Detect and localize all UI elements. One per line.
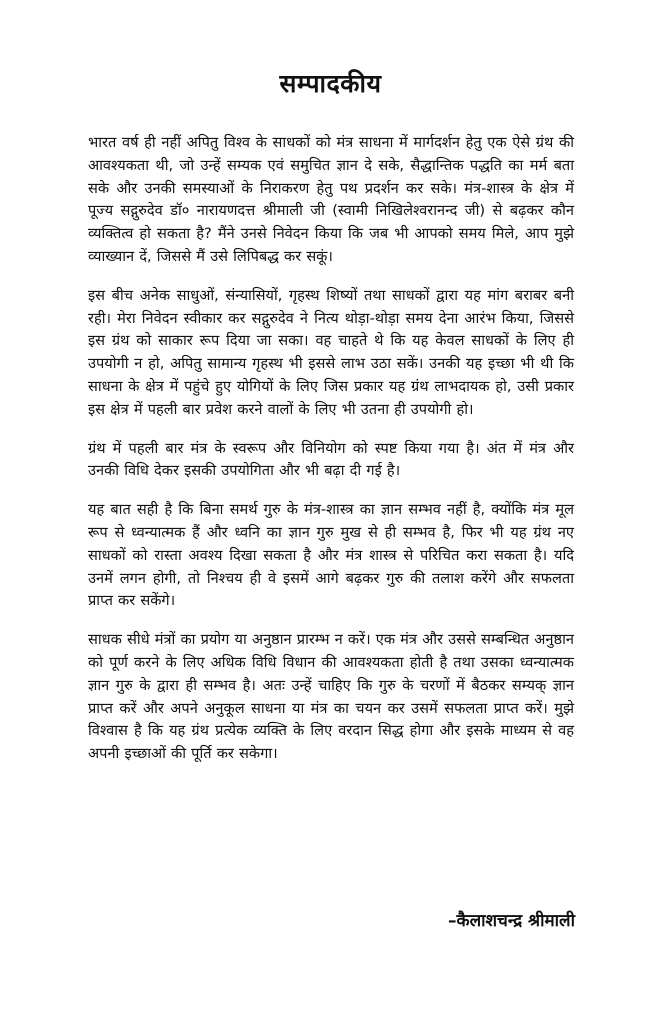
paragraph-4: यह बात सही है कि बिना समर्थ गुरु के मंत्र-शास्त्र का ज्ञान सम्भव नहीं है, क्योंकि मंत्र मूल रूप से ध्वन्यात्मक हैं और ध्वनि का ज्ञान गुरु मुख से ही सम्भव है, फिर भी यह ग्रंथ नए साधकों को रास्ता अवश्य दिखा सकता है और मंत्र शास्त्र से परिचित करा सकता है। यदि उनमें लगन होगी, तो निश्चय ही वे इसमें आगे बढ़कर गुरु की तलाश करेंगे और सफलता प्राप्त कर सकेंगे। — [88, 501, 574, 610]
paragraph-2: इस बीच अनेक साधुओं, संन्यासियों, गृहस्थ शिष्यों तथा साधकों द्वारा यह मांग बराबर बनी रही। मेरा निवेदन स्वीकार कर सद्गुरुदेव ने नित्य थोड़ा-थोड़ा समय देना आरंभ किया, जिससे इस ग्रंथ को साकार रूप दिया जा सका। वह चाहते थे कि यह केवल साधकों के लिए ही उपयोगी न हो, अपितु सामान्य गृहस्थ भी इससे लाभ उठा सकें। उनकी यह इच्छा भी थी कि साधना के क्षेत्र में पहुंचे हुए योगियों के लिए जिस प्रकार यह ग्रंथ लाभदायक हो, उसी प्रकार इस क्षेत्र में पहली बार प्रवेश करने वालों के लिए भी उतना ही उपयोगी हो। — [88, 286, 574, 418]
author-signature: –कैलाशचन्द्र श्रीमाली — [448, 911, 575, 931]
editorial-body — [88, 132, 574, 782]
paragraph-1: भारत वर्ष ही नहीं अपितु विश्व के साधकों को मंत्र साधना में मार्गदर्शन हेतु एक ऐसे ग्रंथ की आवश्यकता थी, जो उन्हें सम्यक एवं समुचित ज्ञान दे सके, सैद्धान्तिक पद्धति का मर्म बता सके और उनकी समस्याओं के निराकरण हेतु पथ प्रदर्शन कर सके। मंत्र-शास्त्र के क्षेत्र में पूज्य सद्गुरुदेव डॉ० नारायणदत्त श्रीमाली जी (स्वामी निखिलेश्वरानन्द जी) से बढ़कर कौन व्यक्तित्व हो सकता है? मैंने उनसे निवेदन किया कि जब भी आपको समय मिले, आप मुझे व्याख्यान दें, जिससे मैं उसे लिपिबद्ध कर सकूं। — [88, 134, 574, 265]
page-title: सम्पादकीय — [279, 69, 382, 98]
paragraph-5: साधक सीधे मंत्रों का प्रयोग या अनुष्ठान प्रारम्भ न करें। एक मंत्र और उससे सम्बन्धित अनुष्ठान को पूर्ण करने के लिए अधिक विधि विधान की आवश्यकता होती है तथा उसका ध्वन्यात्मक ज्ञान गुरु के द्वारा ही सम्भव है। अतः उन्हें चाहिए कि गुरु के चरणों में बैठकर सम्यक् ज्ञान प्राप्त करें और अपने अनुकूल साधना या मंत्र का चयन कर उसमें सफलता प्राप्त करें। मुझे विश्वास है कि यह ग्रंथ प्रत्येक व्यक्ति के लिए वरदान सिद्ध होगा और इसके माध्यम से वह अपनी इच्छाओं की पूर्ति कर सकेगा। — [88, 631, 574, 763]
paragraph-3: ग्रंथ में पहली बार मंत्र के स्वरूप और विनियोग को स्पष्ट किया गया है। अंत में मंत्र और उनकी विधि देकर इसकी उपयोगिता और भी बढ़ा दी गई है। — [88, 439, 574, 480]
